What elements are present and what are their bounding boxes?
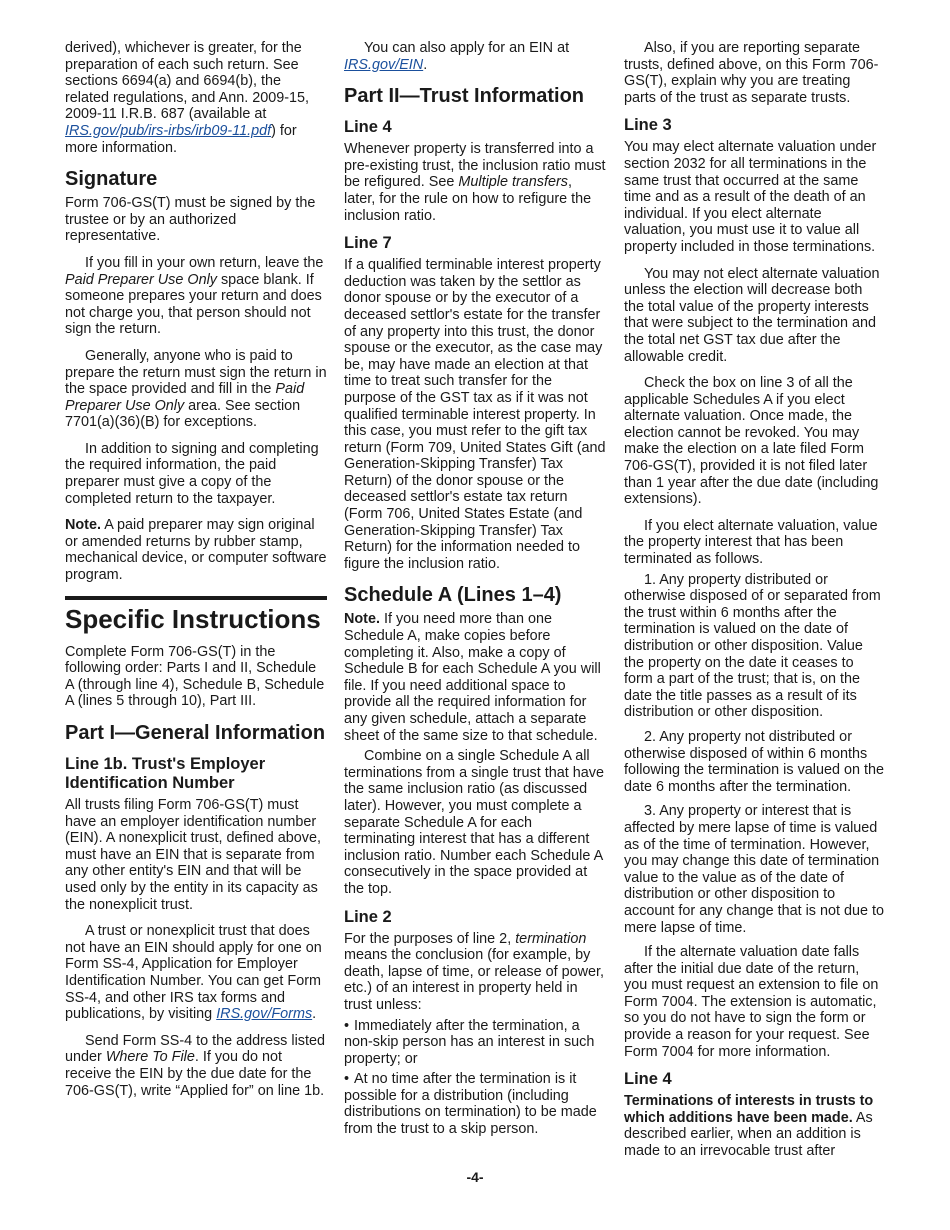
signature-paragraph-2: If you fill in your own return, leave the Paid Preparer Use Only space blank. If someone prepares your return and does not charge you, that person should not sign the return. <box>65 254 324 338</box>
part2-heading: Part II—Trust Information <box>344 85 585 108</box>
irs-ein-link[interactable]: IRS.gov/EIN <box>344 56 424 73</box>
line3-heading: Line 3 <box>624 116 672 135</box>
line3-item-1: 1. Any property distributed or otherwise disposed of or separated from the trust within 6 months after the termination is valued on the date of distribution or other disposition. Value the property on the date it ceases to form a part of the trust; that is, on the date the title passes as a result of its distribution or other disposition. <box>624 571 881 721</box>
line3-paragraph-4: If you elect alternate valuation, value the property interest that has been terminated as follows. <box>624 517 878 568</box>
paragraph-continued: derived), whichever is greater, for the preparation of each such return. See sections 6694(a) and 6694(b), the related regulations, and Ann. 2009-15, 2009-11 I.R.B. 687 (available at IRS.gov/pub/irs-irbs/irb09-11.pdf) for more information. <box>65 40 310 156</box>
line4-heading: Line 4 <box>344 118 392 137</box>
ein-paragraph: You can also apply for an EIN at IRS.gov/EIN. <box>344 40 570 73</box>
line7-paragraph: If a qualified terminable interest property deduction was taken by the settlor as donor spouse or by the executor of a deceased settlor's estate for the transfer of any property into this trust, the donor spouse or the executor, as the case may be, may have made an election at that time to treat such transfer for the purpose of the GST tax as if it was not qualified terminable interest property. In this case, you must refer to the gift tax return (Form 709, United States Gift (and Generation-Skipping Transfer) Tax Return) of the donor spouse or the deceased settlor's estate tax return (Form 706, United States Estate (and Generation-Skipping Transfer) Tax Return) for the information needed to figure the inclusion ratio. <box>344 257 606 572</box>
schedule-a-heading: Schedule A (Lines 1–4) <box>344 584 562 607</box>
line4-paragraph: Whenever property is transferred into a pre-existing trust, the inclusion ratio must be refigured. See Multiple transfers, later, for the rule on how to refigure the inclusion ratio. <box>344 141 606 224</box>
line4-terminations-paragraph: Terminations of interests in trusts to which additions have been made. As described earlier, when an addition is made to an irrevocable trust after <box>624 1093 874 1160</box>
specific-instructions-paragraph: Complete Form 706-GS(T) in the following order: Parts I and II, Schedule A (through line 4), Schedule B, Schedule A (lines 5 through 10), Part III. <box>65 643 325 710</box>
signature-paragraph-3: Generally, anyone who is paid to prepare the return must sign the return in the space provided and fill in the Paid Preparer Use Only area. See section 7701(a)(36)(B) for exceptions. <box>65 347 327 431</box>
line1b-paragraph-1: All trusts filing Form 706-GS(T) must have an employer identification number (EIN). A nonexplicit trust, defined above, must have an EIN that is separate from any other entity's EIN and that will be used only by the entity in its capacity as the nonexplicit trust. <box>65 797 321 913</box>
line2-paragraph: For the purposes of line 2, termination means the conclusion (for example, by death, lapse of time, or release of power, etc.) of an interest in property held in trust unless: <box>344 930 604 1013</box>
line1b-paragraph-2: A trust or nonexplicit trust that does not have an EIN should apply for one on Form SS-4, Application for Employer Identification Number. You can get Form SS-4, and other IRS tax forms and publications, by visiting IRS.gov/Forms. <box>65 923 322 1023</box>
line3-paragraph-2: You may not elect alternate valuation unless the election will decrease both the total value of the property interests that were subject to the termination and the total net GST tax due after the allowable credit. <box>624 265 880 365</box>
note-paragraph: Note. A paid preparer may sign original or amended returns by rubber stamp, mechanical device, or computer software program. <box>65 517 327 584</box>
line2-heading: Line 2 <box>344 907 392 926</box>
specific-instructions-heading: Specific Instructions <box>65 596 327 634</box>
line1b-paragraph-3: Send Form SS-4 to the address listed under Where To File. If you do not receive the EIN by the due date for the 706-GS(T), write “Applied for” on line 1b. <box>65 1032 325 1099</box>
line3-paragraph-1: You may elect alternate valuation under section 2032 for all terminations in the same trust that occurred at the same time and as a result of the death of an individual. If you elect alternate valuation, you must use it to value all property included in those terminations. <box>624 139 877 255</box>
separate-trusts-paragraph: Also, if you are reporting separate trusts, defined above, on this Form 706-GS(T), explain why you are treating parts of the trust as separate trusts. <box>624 40 879 106</box>
column-2 <box>344 40 606 1142</box>
line2-bullet-1: • Immediately after the termination, a non-skip person has an interest in such property; or <box>344 1018 606 1068</box>
signature-heading: Signature <box>65 168 158 191</box>
schedule-a-paragraph-2: Combine on a single Schedule A all terminations from a single trust that have the same inclusion ratio (as discussed later). However, you must complete a separate Schedule A for each terminating interest that has a different inclusion ratio. Number each Schedule A consecutively in the space provided at the top. <box>344 748 604 897</box>
line4-heading-col3: Line 4 <box>624 1070 672 1089</box>
line2-bullet-2: • At no time after the termination is it possible for a distribution (including distributions on termination) to be made from the trust to a skip person. <box>344 1071 606 1137</box>
part1-heading: Part I—General Information <box>65 722 326 744</box>
line3-paragraph-3: Check the box on line 3 of all the applicable Schedules A if you elect alternate valuation. Once made, the election cannot be revoked. You may make the election on a late filed Form 706-GS(T), provided it is not filed later than 1 year after the due date (including extensions). <box>624 375 879 508</box>
column-1 <box>65 40 327 1109</box>
irs-forms-link[interactable]: IRS.gov/Forms <box>216 1006 313 1023</box>
signature-paragraph-1: Form 706-GS(T) must be signed by the trustee or by an authorized representative. <box>65 195 316 245</box>
signature-paragraph-4: In addition to signing and completing the required information, the paid preparer must give a copy of the completed return to the taxpayer. <box>65 440 319 507</box>
line7-heading: Line 7 <box>344 234 392 253</box>
line3-item-2: 2. Any property not distributed or otherwise disposed of within 6 months following the termination is valued on the date 6 months after the termination. <box>624 728 884 795</box>
schedule-a-note: Note. If you need more than one Schedule A, make copies before completing it. Also, make a copy of Schedule B for each Schedule A you will file. If you need additional space to provide all the required information for any given schedule, attach a separate sheet of the same size to that schedule. <box>344 611 601 744</box>
column-3 <box>624 40 886 1170</box>
page-number: -4- <box>466 1169 484 1185</box>
irb-link[interactable]: IRS.gov/pub/irs-irbs/irb09-11.pdf <box>65 122 272 139</box>
line3-item-3: 3. Any property or interest that is affected by mere lapse of time is valued as of the time of termination. However, you may change this date of termination value to the value as of the date of distribution or other disposition to account for any change that is not due to mere lapse of time. <box>624 803 885 936</box>
line3-paragraph-5: If the alternate valuation date falls after the initial due date of the return, you must request an extension to file on Form 7004. The extension is automatic, so you do not have to sign the form or provide a reason for your request. See Form 7004 for more information. <box>624 944 879 1060</box>
line1b-heading: Line 1b. Trust's Employer Identification Number <box>65 755 266 792</box>
